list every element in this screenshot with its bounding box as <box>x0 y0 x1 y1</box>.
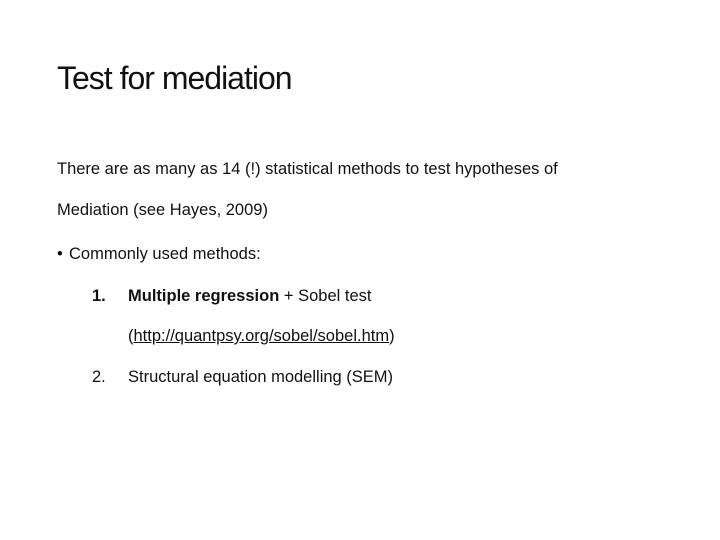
list-item-1-bold-text: Multiple regression <box>128 287 280 305</box>
link-open-paren: ( <box>128 327 134 345</box>
link-close-paren: ) <box>389 327 395 345</box>
list-item-2-number: 2. <box>92 368 106 386</box>
list-item-1-number: 1. <box>92 287 106 305</box>
list-item-2-text: Structural equation modelling (SEM) <box>128 368 394 386</box>
intro-paragraph-line-1: There are as many as 14 (!) statistical methods to test hypotheses of <box>57 160 558 178</box>
list-item-1-text <box>128 287 371 306</box>
list-item-1-rest-text: + Sobel test <box>279 287 372 305</box>
sobel-link[interactable]: http://quantpsy.org/sobel/sobel.htm <box>133 327 390 345</box>
bullet-text: Commonly used methods: <box>69 245 261 263</box>
slide-title: Test for mediation <box>57 60 292 96</box>
intro-paragraph-line-2: Mediation (see Hayes, 2009) <box>57 201 268 219</box>
bullet-icon: • <box>57 245 63 263</box>
list-item-1-link-line <box>128 327 395 346</box>
bullet-item <box>57 245 261 264</box>
